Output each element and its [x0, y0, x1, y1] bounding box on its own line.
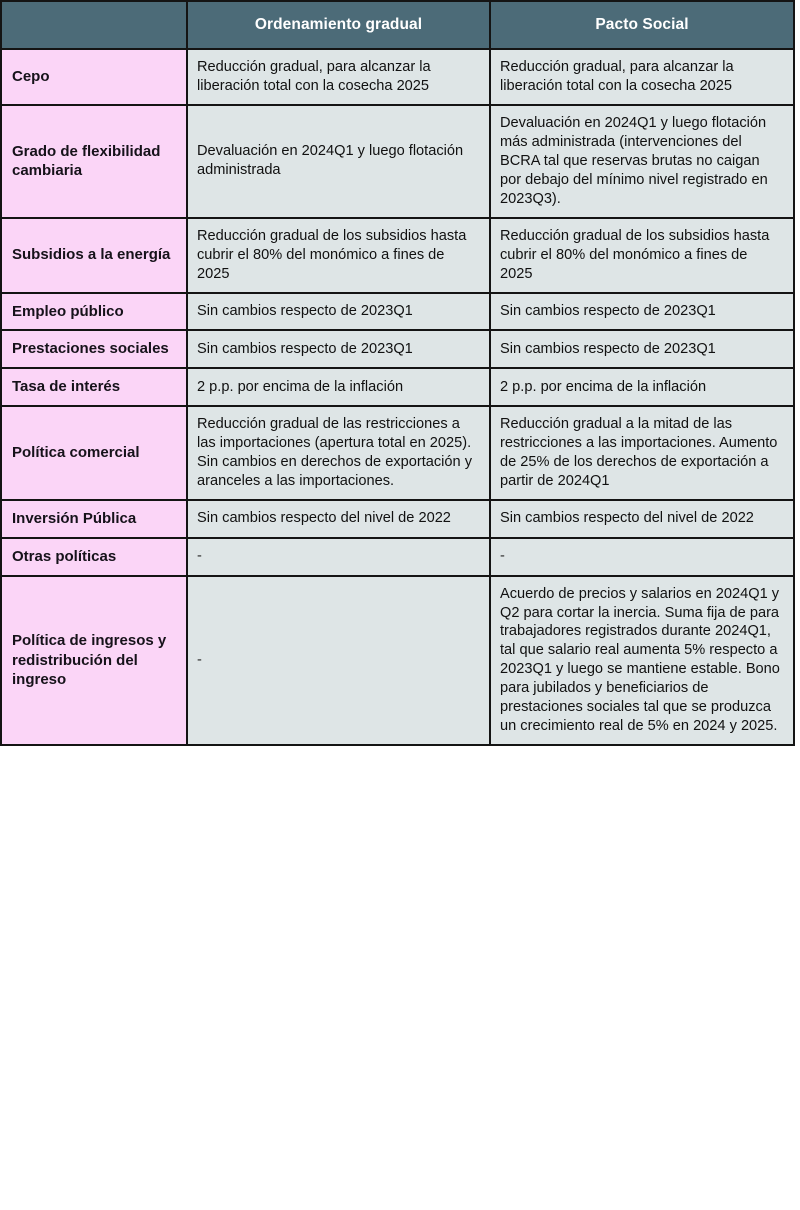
row-label-subsidios-a-la-energia: Subsidios a la energía [1, 218, 187, 293]
cell-empleo-publico-pacto-social: Sin cambios respecto de 2023Q1 [490, 293, 794, 331]
cell-grado-de-flexibilidad-cambiaria-ordenamiento-gradual: Devaluación en 2024Q1 y luego flotación administrada [187, 105, 490, 218]
cell-inversion-publica-ordenamiento-gradual: Sin cambios respecto del nivel de 2022 [187, 500, 490, 538]
row-label-politica-de-ingresos-y-redistribucion-del-ingreso: Política de ingresos y redistribución del ingreso [1, 576, 187, 746]
table-row [1, 293, 794, 331]
row-label-cepo: Cepo [1, 49, 187, 105]
table-row [1, 368, 794, 406]
table-body [1, 49, 794, 745]
column-header-corner [1, 1, 187, 49]
cell-prestaciones-sociales-pacto-social: Sin cambios respecto de 2023Q1 [490, 330, 794, 368]
row-label-otras-politicas: Otras políticas [1, 538, 187, 576]
cell-inversion-publica-pacto-social: Sin cambios respecto del nivel de 2022 [490, 500, 794, 538]
table-row [1, 218, 794, 293]
cell-prestaciones-sociales-ordenamiento-gradual: Sin cambios respecto de 2023Q1 [187, 330, 490, 368]
cell-tasa-de-interes-ordenamiento-gradual: 2 p.p. por encima de la inflación [187, 368, 490, 406]
row-label-empleo-publico: Empleo público [1, 293, 187, 331]
cell-subsidios-a-la-energia-ordenamiento-gradual: Reducción gradual de los subsidios hasta cubrir el 80% del monómico a fines de 2025 [187, 218, 490, 293]
cell-cepo-pacto-social: Reducción gradual, para alcanzar la liberación total con la cosecha 2025 [490, 49, 794, 105]
cell-politica-comercial-ordenamiento-gradual: Reducción gradual de las restricciones a las importaciones (apertura total en 2025). Sin cambios en derechos de exportación y aranceles a las importaciones. [187, 406, 490, 500]
cell-politica-de-ingresos-ordenamiento-gradual: - [187, 576, 490, 746]
row-label-politica-comercial: Política comercial [1, 406, 187, 500]
cell-politica-de-ingresos-pacto-social: Acuerdo de precios y salarios en 2024Q1 y Q2 para cortar la inercia. Suma fija de para trabajadores registrados durante 2024Q1, tal que salario real aumenta 5% respecto a 2023Q1 y luego se mantiene estable. Bono para jubilados y beneficiarios de prestaciones sociales tal que se produzca un crecimiento real de 5% en 2024 y 2025. [490, 576, 794, 746]
table-header [1, 1, 794, 49]
row-label-inversion-publica: Inversión Pública [1, 500, 187, 538]
row-label-tasa-de-interes: Tasa de interés [1, 368, 187, 406]
table-row [1, 576, 794, 746]
table-row [1, 105, 794, 218]
table-row [1, 406, 794, 500]
cell-grado-de-flexibilidad-cambiaria-pacto-social: Devaluación en 2024Q1 y luego flotación más administrada (intervenciones del BCRA tal que reservas brutas no caigan por debajo del mínimo nivel registrado en 2023Q3). [490, 105, 794, 218]
cell-empleo-publico-ordenamiento-gradual: Sin cambios respecto de 2023Q1 [187, 293, 490, 331]
column-header-ordenamiento-gradual: Ordenamiento gradual [187, 1, 490, 49]
table-row [1, 330, 794, 368]
cell-subsidios-a-la-energia-pacto-social: Reducción gradual de los subsidios hasta cubrir el 80% del monómico a fines de 2025 [490, 218, 794, 293]
row-label-grado-de-flexibilidad-cambiaria: Grado de flexibilidad cambiaria [1, 105, 187, 218]
row-label-prestaciones-sociales: Prestaciones sociales [1, 330, 187, 368]
table-row [1, 500, 794, 538]
table-row [1, 49, 794, 105]
table-row [1, 538, 794, 576]
cell-otras-politicas-ordenamiento-gradual: - [187, 538, 490, 576]
cell-otras-politicas-pacto-social: - [490, 538, 794, 576]
table-header-row [1, 1, 794, 49]
cell-tasa-de-interes-pacto-social: 2 p.p. por encima de la inflación [490, 368, 794, 406]
cell-cepo-ordenamiento-gradual: Reducción gradual, para alcanzar la liberación total con la cosecha 2025 [187, 49, 490, 105]
column-header-pacto-social: Pacto Social [490, 1, 794, 49]
cell-politica-comercial-pacto-social: Reducción gradual a la mitad de las restricciones a las importaciones. Aumento de 25% de los derechos de exportación a partir de 2024Q1 [490, 406, 794, 500]
